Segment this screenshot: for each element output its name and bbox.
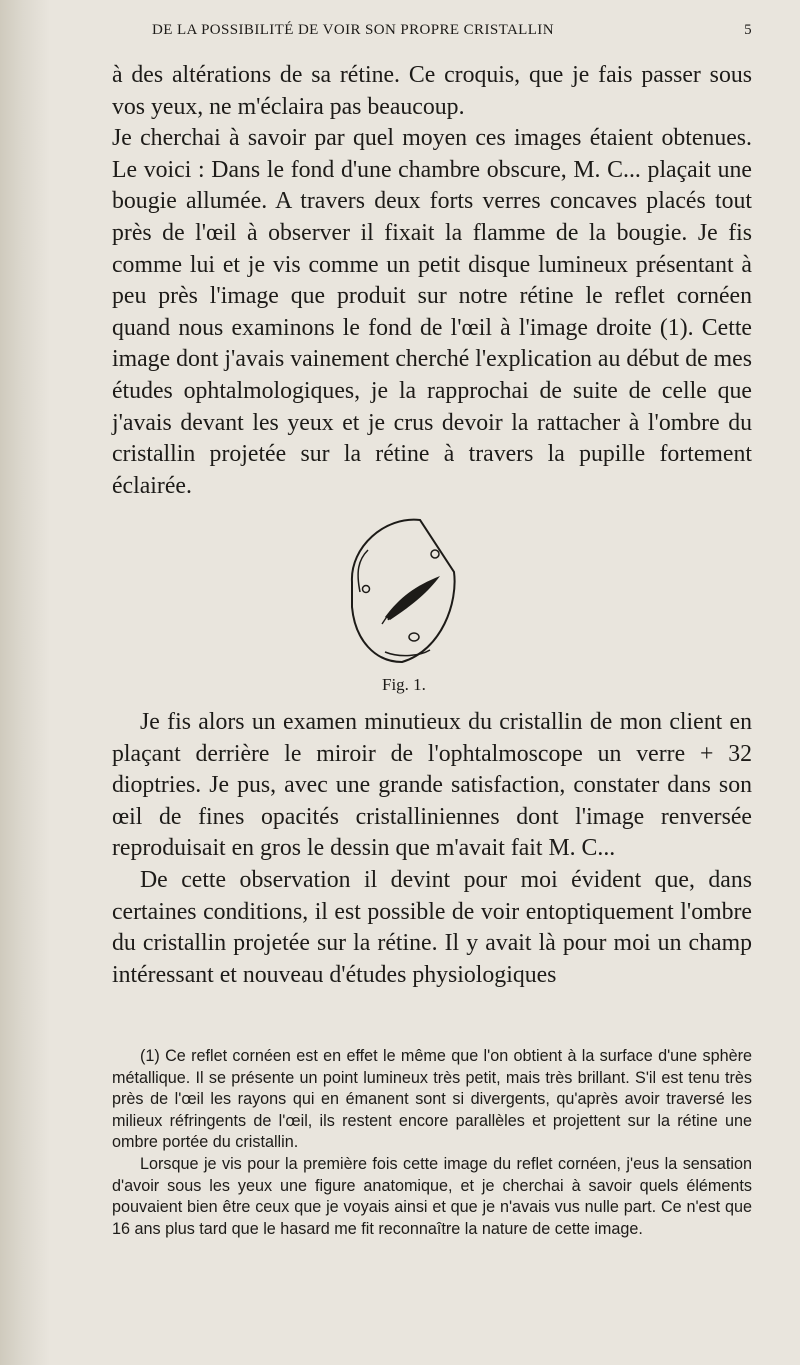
small-circle-bottom xyxy=(409,633,419,641)
figure-caption: Fig. 1. xyxy=(382,675,426,694)
paragraph-2: Je cherchai à savoir par quel moyen ces images étaient obtenues. Le voici : Dans le fond d'une chambre obscure, M. C... plaçait une bougie allumée. A travers deux forts verres concaves placés tout près de l'œil à observer il fixait la flamme de la bougie. Je fis comme lui et je vis comme un petit disque lumineux présentant à peu près l'image que produit sur notre rétine le reflet cornéen quand nous examinons le fond de l'œil à l'image droite (1). Cette image dont j'avais vainement cherché l'explication au début de mes études ophtalmologiques, je la rapprochai de suite de celle que j'avais devant les yeux et je crus devoir la rattacher à l'ombre du cristallin projetée sur la rétine à travers la pupille fortement éclairée. xyxy=(112,125,752,499)
footnotes xyxy=(112,1046,752,1240)
running-head xyxy=(152,22,752,39)
body-text-bottom xyxy=(112,707,752,991)
paragraph-4: De cette observation il devint pour moi évident que, dans certaines conditions, il est possible de voir entoptiquement l'ombre du cristallin projetée sur la rétine. Il y avait là pour moi un champ intéressant et nouveau d'études physiologiques xyxy=(112,866,752,988)
lens-sketch xyxy=(330,512,480,672)
body-text-top xyxy=(112,60,752,502)
running-title: DE LA POSSIBILITÉ DE VOIR SON PROPRE CRISTALLIN xyxy=(152,22,554,38)
small-circle-top xyxy=(431,550,439,558)
paragraph-3: Je fis alors un examen minutieux du cristallin de mon client en plaçant derrière le miroir de l'ophtalmoscope un verre + 32 dioptries. Je pus, avec une grande satisfaction, constater dans son œil de fines opacités cristalliniennes dont l'image renversée reproduisait en gros le dessin que m'avait fait M. C... xyxy=(112,709,752,862)
outline-shape xyxy=(352,520,455,662)
paragraph-1: à des altérations de sa rétine. Ce croquis, que je fais passer sous vos yeux, ne m'éclaira pas beaucoup. xyxy=(112,62,752,120)
small-circle-left xyxy=(363,586,370,593)
page-number: 5 xyxy=(744,22,752,38)
figure-1-drawing xyxy=(330,512,480,672)
footnote-1: (1) Ce reflet cornéen est en effet le même que l'on obtient à la surface d'une sphère métallique. Il se présente un point lumineux très petit, mais très brillant. S'il est tenu très près de l'œil les rayons qui en émanent sont si divergents, qu'après avoir traversé les milieux réfringents de l'œil, ils restent encore parallèles et projettent sur la rétine une ombre portée du cristallin. xyxy=(112,1047,752,1152)
footnote-1-continued: Lorsque je vis pour la première fois cette image du reflet cornéen, j'eus la sensation d'avoir sous les yeux une figure anatomique, et je cherchai à savoir quels éléments pouvaient bien être ceux que je voyais ainsi et que je n'avais vus nulle part. Ce n'est que 16 ans plus tard que le hasard me fit reconnaître la nature de cette image. xyxy=(112,1154,752,1238)
